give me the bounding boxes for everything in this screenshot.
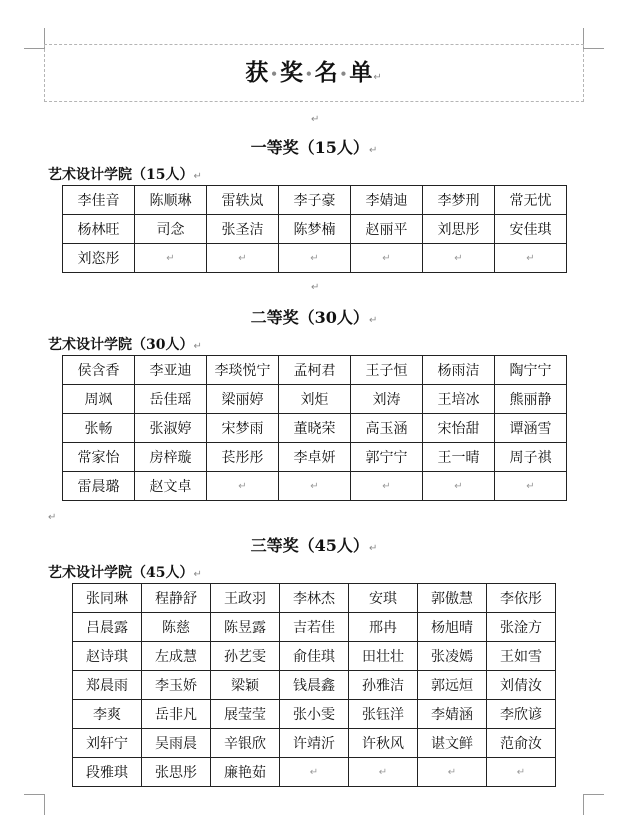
- name-cell[interactable]: 钱晨鑫: [280, 671, 349, 700]
- name-cell[interactable]: 张淑婷: [135, 414, 207, 443]
- first-prize-table: [62, 185, 567, 273]
- name-cell[interactable]: 陈梦楠: [279, 215, 351, 244]
- name-cell[interactable]: 王如雪: [487, 642, 556, 671]
- empty-cell[interactable]: ↵: [418, 758, 487, 787]
- paragraph-mark-icon: ↵: [193, 341, 202, 352]
- name-cell[interactable]: 程静舒: [142, 584, 211, 613]
- college-label-third: 艺术设计学院（45人）↵: [48, 565, 202, 581]
- name-cell[interactable]: 展莹莹: [211, 700, 280, 729]
- name-cell[interactable]: 安琪: [349, 584, 418, 613]
- college-label-second: 艺术设计学院（30人）↵: [48, 337, 202, 353]
- name-cell[interactable]: 李琰悦宁: [207, 356, 279, 385]
- table-row: [63, 472, 567, 501]
- name-cell[interactable]: 张思彤: [142, 758, 211, 787]
- name-cell[interactable]: 李婧涵: [418, 700, 487, 729]
- name-cell[interactable]: 郭宁宁: [351, 443, 423, 472]
- name-cell[interactable]: 董晓荣: [279, 414, 351, 443]
- name-cell[interactable]: 刘炬: [279, 385, 351, 414]
- name-cell[interactable]: 李佳音: [63, 186, 135, 215]
- title-separator: •: [304, 67, 314, 81]
- empty-cell[interactable]: ↵: [207, 472, 279, 501]
- name-cell[interactable]: 雷晨璐: [63, 472, 135, 501]
- page-corner-top-left: [24, 28, 45, 49]
- name-cell[interactable]: 李玉娇: [142, 671, 211, 700]
- name-cell[interactable]: 辛银欣: [211, 729, 280, 758]
- name-cell[interactable]: 郭傲慧: [418, 584, 487, 613]
- paragraph-mark-icon: ↵: [193, 569, 202, 580]
- name-cell[interactable]: 雷轶岚: [207, 186, 279, 215]
- name-cell[interactable]: 李婧迪: [351, 186, 423, 215]
- name-cell[interactable]: 孙雅洁: [349, 671, 418, 700]
- name-cell[interactable]: 高玉涵: [351, 414, 423, 443]
- table-row: [73, 758, 556, 787]
- name-cell[interactable]: 李子豪: [279, 186, 351, 215]
- name-cell[interactable]: 张小雯: [280, 700, 349, 729]
- name-cell[interactable]: 郭远烜: [418, 671, 487, 700]
- prize-heading-first: 一等奖（15人）↵: [250, 138, 378, 157]
- title-char: 名: [314, 59, 339, 86]
- name-cell[interactable]: 杨雨洁: [423, 356, 495, 385]
- prize-heading-third: 三等奖（45人）↵: [250, 536, 378, 555]
- empty-cell[interactable]: ↵: [279, 472, 351, 501]
- empty-cell[interactable]: ↵: [207, 244, 279, 273]
- name-cell[interactable]: 刘恣彤: [63, 244, 135, 273]
- page-corner-bottom-right: [583, 794, 604, 815]
- name-cell[interactable]: 孙艺雯: [211, 642, 280, 671]
- name-cell[interactable]: 张圣洁: [207, 215, 279, 244]
- second-prize-table: [62, 355, 567, 501]
- title-separator: •: [270, 67, 279, 81]
- empty-cell[interactable]: ↵: [495, 244, 567, 273]
- empty-cell[interactable]: ↵: [349, 758, 418, 787]
- name-cell[interactable]: 俞佳琪: [280, 642, 349, 671]
- empty-cell[interactable]: ↵: [351, 472, 423, 501]
- table-row: [73, 671, 556, 700]
- name-cell[interactable]: 周子祺: [495, 443, 567, 472]
- table-row: [63, 414, 567, 443]
- name-cell[interactable]: 田壮壮: [349, 642, 418, 671]
- name-cell[interactable]: 刘思彤: [423, 215, 495, 244]
- paragraph-mark-icon: ↵: [193, 171, 202, 182]
- name-cell[interactable]: 范俞汝: [487, 729, 556, 758]
- empty-cell[interactable]: ↵: [279, 244, 351, 273]
- name-cell[interactable]: 许秋风: [349, 729, 418, 758]
- name-cell[interactable]: 梁颖: [211, 671, 280, 700]
- empty-cell[interactable]: ↵: [423, 472, 495, 501]
- paragraph-mark-icon: ↵: [373, 72, 383, 83]
- name-cell[interactable]: 王培冰: [423, 385, 495, 414]
- name-cell[interactable]: 刘轩宁: [73, 729, 142, 758]
- paragraph-mark-icon: ↵: [368, 543, 378, 554]
- name-cell[interactable]: 许靖沂: [280, 729, 349, 758]
- name-cell[interactable]: 苌彤彤: [207, 443, 279, 472]
- empty-cell[interactable]: ↵: [135, 244, 207, 273]
- name-cell[interactable]: 李依彤: [487, 584, 556, 613]
- name-cell[interactable]: 宋梦雨: [207, 414, 279, 443]
- name-cell[interactable]: 吕晨露: [73, 613, 142, 642]
- name-cell[interactable]: 周飒: [63, 385, 135, 414]
- empty-cell[interactable]: ↵: [495, 472, 567, 501]
- name-cell[interactable]: 李亚迪: [135, 356, 207, 385]
- table-row: [73, 700, 556, 729]
- name-cell[interactable]: 常无忧: [495, 186, 567, 215]
- title-separator: •: [339, 67, 349, 81]
- name-cell[interactable]: 张钰洋: [349, 700, 418, 729]
- name-cell[interactable]: 王一晴: [423, 443, 495, 472]
- name-cell[interactable]: 杨林旺: [63, 215, 135, 244]
- table-row: [63, 356, 567, 385]
- empty-cell[interactable]: ↵: [280, 758, 349, 787]
- name-cell[interactable]: 刘倩汝: [487, 671, 556, 700]
- name-cell[interactable]: 王子恒: [351, 356, 423, 385]
- name-cell[interactable]: 梁丽婷: [207, 385, 279, 414]
- name-cell[interactable]: 赵文卓: [135, 472, 207, 501]
- name-cell[interactable]: 李爽: [73, 700, 142, 729]
- name-cell[interactable]: 张凌嫣: [418, 642, 487, 671]
- table-row: [73, 613, 556, 642]
- table-row: [63, 186, 567, 215]
- paragraph-mark-icon: ↵: [368, 315, 378, 326]
- empty-cell[interactable]: ↵: [351, 244, 423, 273]
- name-cell[interactable]: 孟柯君: [279, 356, 351, 385]
- name-cell[interactable]: 陈慈: [142, 613, 211, 642]
- name-cell[interactable]: 李卓妍: [279, 443, 351, 472]
- name-cell[interactable]: 左成慧: [142, 642, 211, 671]
- table-row: [63, 215, 567, 244]
- name-cell[interactable]: 谭涵雪: [495, 414, 567, 443]
- prize-heading-second: 二等奖（30人）↵: [250, 308, 378, 327]
- name-cell[interactable]: 侯含香: [63, 356, 135, 385]
- table-row: [73, 584, 556, 613]
- table-row: [63, 244, 567, 273]
- name-cell[interactable]: 张畅: [63, 414, 135, 443]
- name-cell[interactable]: 段雅琪: [73, 758, 142, 787]
- empty-cell[interactable]: ↵: [423, 244, 495, 273]
- name-cell[interactable]: 李梦刑: [423, 186, 495, 215]
- name-cell[interactable]: 杨旭晴: [418, 613, 487, 642]
- document-title: [44, 54, 584, 87]
- name-cell[interactable]: 安佳琪: [495, 215, 567, 244]
- page-corner-top-right: [583, 28, 604, 49]
- name-cell[interactable]: 廉艳茹: [211, 758, 280, 787]
- table-row: [63, 385, 567, 414]
- table-row: [73, 729, 556, 758]
- name-cell[interactable]: 张淦方: [487, 613, 556, 642]
- name-cell[interactable]: 李林杰: [280, 584, 349, 613]
- name-cell[interactable]: 邢冉: [349, 613, 418, 642]
- name-cell[interactable]: 赵丽平: [351, 215, 423, 244]
- name-cell[interactable]: 岳非凡: [142, 700, 211, 729]
- page-corner-bottom-left: [24, 794, 45, 815]
- table-row: [63, 443, 567, 472]
- name-cell[interactable]: 吴雨晨: [142, 729, 211, 758]
- paragraph-mark-icon: ↵: [48, 512, 57, 523]
- name-cell[interactable]: 谌文鲜: [418, 729, 487, 758]
- name-cell[interactable]: 王政羽: [211, 584, 280, 613]
- name-cell[interactable]: 岳佳瑶: [135, 385, 207, 414]
- title-char: 获: [245, 59, 270, 86]
- name-cell[interactable]: 熊丽静: [495, 385, 567, 414]
- title-char: 单: [349, 59, 374, 86]
- name-cell[interactable]: 房梓璇: [135, 443, 207, 472]
- name-cell[interactable]: 宋怡甜: [423, 414, 495, 443]
- paragraph-mark-icon: ↵: [311, 282, 320, 293]
- title-char: 奖: [279, 59, 304, 86]
- name-cell[interactable]: 张同琳: [73, 584, 142, 613]
- college-label-first: 艺术设计学院（15人）↵: [48, 167, 202, 183]
- third-prize-table: [72, 583, 556, 787]
- name-cell[interactable]: 郑晨雨: [73, 671, 142, 700]
- name-cell[interactable]: 陶宁宁: [495, 356, 567, 385]
- name-cell[interactable]: 李欣谚: [487, 700, 556, 729]
- name-cell[interactable]: 吉若佳: [280, 613, 349, 642]
- paragraph-mark-icon: ↵: [368, 145, 378, 156]
- name-cell[interactable]: 司念: [135, 215, 207, 244]
- name-cell[interactable]: 刘涛: [351, 385, 423, 414]
- name-cell[interactable]: 陈顺琳: [135, 186, 207, 215]
- table-row: [73, 642, 556, 671]
- name-cell[interactable]: 赵诗琪: [73, 642, 142, 671]
- paragraph-mark-icon: ↵: [311, 114, 320, 125]
- name-cell[interactable]: 陈昱露: [211, 613, 280, 642]
- empty-cell[interactable]: ↵: [487, 758, 556, 787]
- name-cell[interactable]: 常家怡: [63, 443, 135, 472]
